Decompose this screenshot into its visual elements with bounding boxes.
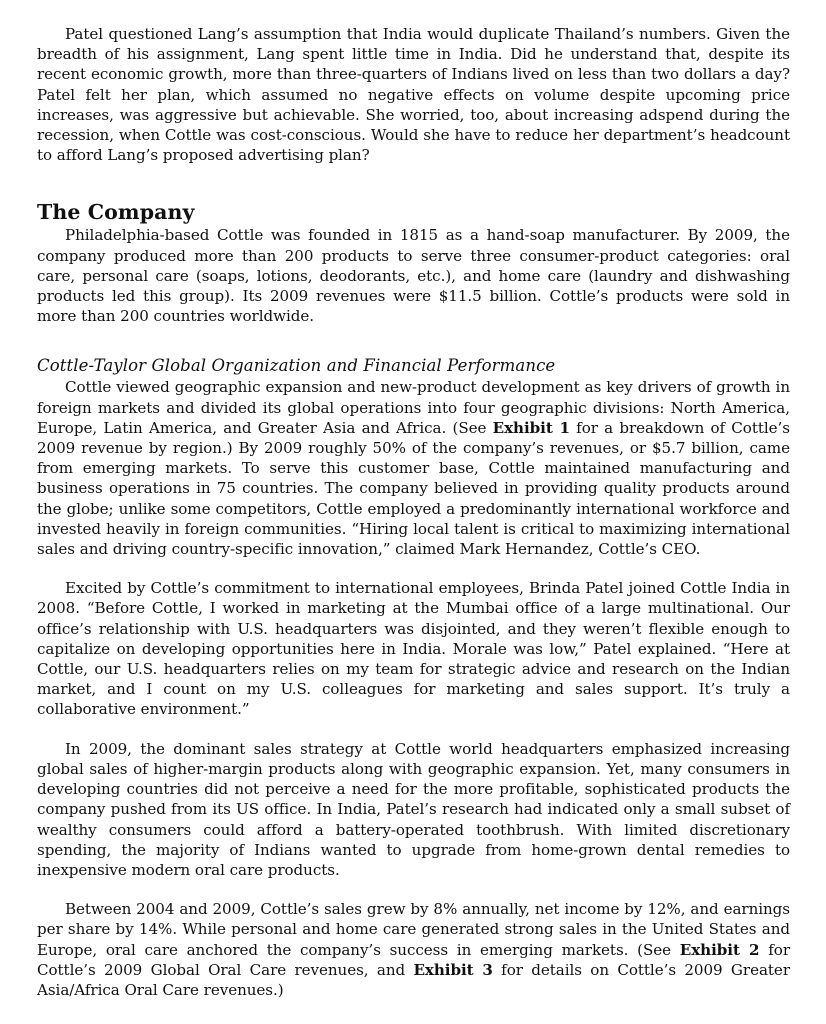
exhibit-3-reference: Exhibit 3 bbox=[413, 960, 493, 979]
paragraph-text-segment: for details on Cottle’s 2009 Greater Asia/Africa Oral Care revenues.) bbox=[37, 960, 790, 999]
paragraph-text-segment: Between 2004 and 2009, Cottle’s sales grew by 8% annually, net income by 12%, and earnings per share by 14%. While personal and home care generated strong sales in the United States and Europe, oral care anchored the company’s success in emerging markets. (See bbox=[37, 900, 790, 959]
paragraph-philadelphia-based-cottle: Philadelphia-based Cottle was founded in 1815 as a hand-soap manufacturer. By 2009, the company produced more than 200 products to serve three consumer-product categories: oral care, personal care (soaps, lotions, deodorants, etc.), and home care (laundry and dishwashing products led this group). Its 2009 revenues were $11.5 billion. Cottle’s products were sold in more than 200 countries worldwide. bbox=[37, 226, 790, 326]
paragraph-in-2009-dominant-sales-strategy: In 2009, the dominant sales strategy at Cottle world headquarters emphasized increasing global sales of higher-margin products along with geographic expansion. Yet, many consumers in developing countries did not perceive a need for the more profitable, sophisticated products the company pushed from its US office. In India, Patel’s research had indicated only a small subset of wealthy consumers could afford a battery-operated toothbrush. With limited discretionary spending, the majority of Indians wanted to upgrade from home-grown dental remedies to inexpensive modern oral care products. bbox=[37, 739, 790, 879]
paragraph-text-segment: Cottle viewed geographic expansion and new-product development as key drivers of growth in foreign markets and divided its global operations into four geographic divisions: North America, Europe, Latin America, and Greater Asia and Africa. (See bbox=[37, 378, 790, 437]
exhibit-2-reference: Exhibit 2 bbox=[679, 940, 760, 959]
paragraph-patel-questioned: Patel questioned Lang’s assumption that India would duplicate Thailand’s numbers. Given the breadth of his assignment, Lang spent little time in India. Did he understand that, despite its recent economic growth, more than three-quarters of Indians lived on less than two dollars a day? Patel felt her plan, which assumed no negative effects on volume despite upcoming price increases, was aggressive but achievable. She worried, too, about increasing adspend during the recession, when Cottle was cost-conscious. Would she have to reduce her department’s headcount to afford Lang’s proposed advertising plan? bbox=[37, 25, 790, 165]
paragraph-excited-by-cottles-commitment: Excited by Cottle’s commitment to international employees, Brinda Patel joined Cottle India in 2008. “Before Cottle, I worked in marketing at the Mumbai office of a large multinational. Our office’s relationship with U.S. headquarters was disjointed, and they weren’t flexible enough to capitalize on developing opportunities here in India. Morale was low,” Patel explained. “Here at Cottle, our U.S. headquarters relies on my team for strategic advice and research on the Indian market, and I count on my U.S. colleagues for marketing and sales support. It’s truly a collaborative environment.” bbox=[37, 579, 790, 719]
paragraph-cottle-viewed-geographic-expansion bbox=[37, 377, 790, 559]
paragraph-between-2004-and-2009 bbox=[37, 899, 790, 1000]
section-heading-the-company: The Company bbox=[37, 200, 195, 225]
exhibit-1-reference: Exhibit 1 bbox=[492, 418, 570, 437]
paragraph-text-segment: for Cottle’s 2009 Global Oral Care revenues, and bbox=[37, 940, 790, 979]
paragraph-text-segment: for a breakdown of Cottle’s 2009 revenue by region.) By 2009 roughly 50% of the company’s revenues, or $5.7 billion, came from emerging markets. To serve this customer base, Cottle maintained manufacturing and business operations in 75 countries. The company believed in providing quality products around the globe; unlike some competitors, Cottle employed a predominantly international workforce and invested heavily in foreign communities. “Hiring local talent is critical to maximizing international sales and driving country-specific innovation,” claimed Mark Hernandez, Cottle’s CEO. bbox=[37, 418, 790, 559]
subsection-heading-global-organization: Cottle-Taylor Global Organization and Financial Performance bbox=[37, 356, 556, 376]
